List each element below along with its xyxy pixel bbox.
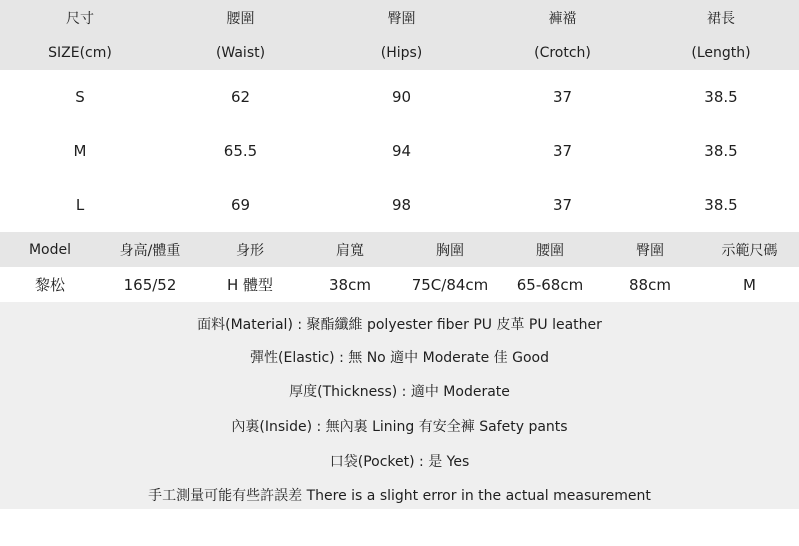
model-header-shoulder: 肩寬 [336, 242, 364, 259]
model-info-table [0, 232, 799, 302]
length-header-zh: 裙長 [707, 10, 735, 27]
model-header-hips: 臀圍 [636, 242, 664, 259]
size-chart-header-row [0, 0, 799, 70]
model-hips: 88cm [629, 275, 671, 294]
pocket-note: 口袋(Pocket) : 是 Yes [329, 454, 470, 470]
size-header-en: SIZE(cm) [48, 44, 112, 61]
size-row-l [0, 178, 799, 232]
size-header-zh: 尺寸 [66, 10, 94, 27]
model-header-height-weight: 身高/體重 [119, 242, 181, 259]
table-cell: S [75, 88, 85, 106]
table-cell: 62 [230, 88, 251, 106]
model-header-body-type: 身形 [236, 242, 264, 259]
material-note: 面料(Material) : 聚酯纖維 polyester fiber PU 皮革 PU leather [197, 317, 602, 333]
table-cell: 94 [391, 142, 412, 160]
table-cell: 37 [552, 88, 573, 106]
model-size: M [743, 275, 756, 294]
model-header-name: Model [28, 241, 72, 258]
measurement-error-note: 手工測量可能有些許誤差 There is a slight error in the actual measurement [148, 488, 651, 504]
model-header-row [0, 232, 799, 267]
size-chart-table [0, 0, 799, 232]
crotch-header-zh: 褲襠 [548, 10, 577, 27]
table-cell: 65.5 [223, 142, 258, 160]
model-waist: 65-68cm [516, 275, 584, 294]
model-shoulder: 38cm [329, 275, 371, 294]
model-bust: 75C/84cm [411, 275, 489, 294]
waist-header-en: (Waist) [215, 44, 266, 61]
table-cell: 98 [391, 196, 412, 214]
waist-header-zh: 腰圍 [226, 10, 255, 27]
product-notes-panel [0, 302, 799, 509]
table-cell: 38.5 [704, 142, 738, 160]
table-cell: L [75, 196, 85, 214]
table-cell: 38.5 [704, 196, 738, 214]
model-header-bust: 胸圍 [436, 242, 464, 259]
hips-header-zh: 臀圍 [387, 10, 416, 27]
crotch-header-en: (Crotch) [534, 44, 591, 61]
hips-header-en: (Hips) [380, 44, 423, 61]
model-header-waist: 腰圍 [536, 242, 564, 259]
table-cell: 90 [391, 88, 412, 106]
table-cell: M [73, 142, 87, 160]
model-header-size: 示範尺碼 [721, 242, 778, 259]
model-name: 黎松 [34, 276, 65, 294]
length-header-en: (Length) [691, 44, 751, 61]
table-cell: 38.5 [704, 88, 738, 106]
model-height-weight: 165/52 [123, 275, 177, 294]
table-cell: 69 [230, 196, 251, 214]
table-cell: 37 [552, 196, 573, 214]
model-data-row [0, 267, 799, 302]
inside-note: 內裏(Inside) : 無內裏 Lining 有安全褲 Safety pants [231, 419, 568, 435]
table-cell: 37 [552, 142, 573, 160]
thickness-note: 厚度(Thickness) : 適中 Moderate [289, 384, 510, 400]
elastic-note: 彈性(Elastic) : 無 No 適中 Moderate 佳 Good [250, 350, 549, 366]
model-body-type: H 體型 [226, 276, 274, 294]
size-row-m [0, 124, 799, 178]
size-row-s [0, 70, 799, 124]
